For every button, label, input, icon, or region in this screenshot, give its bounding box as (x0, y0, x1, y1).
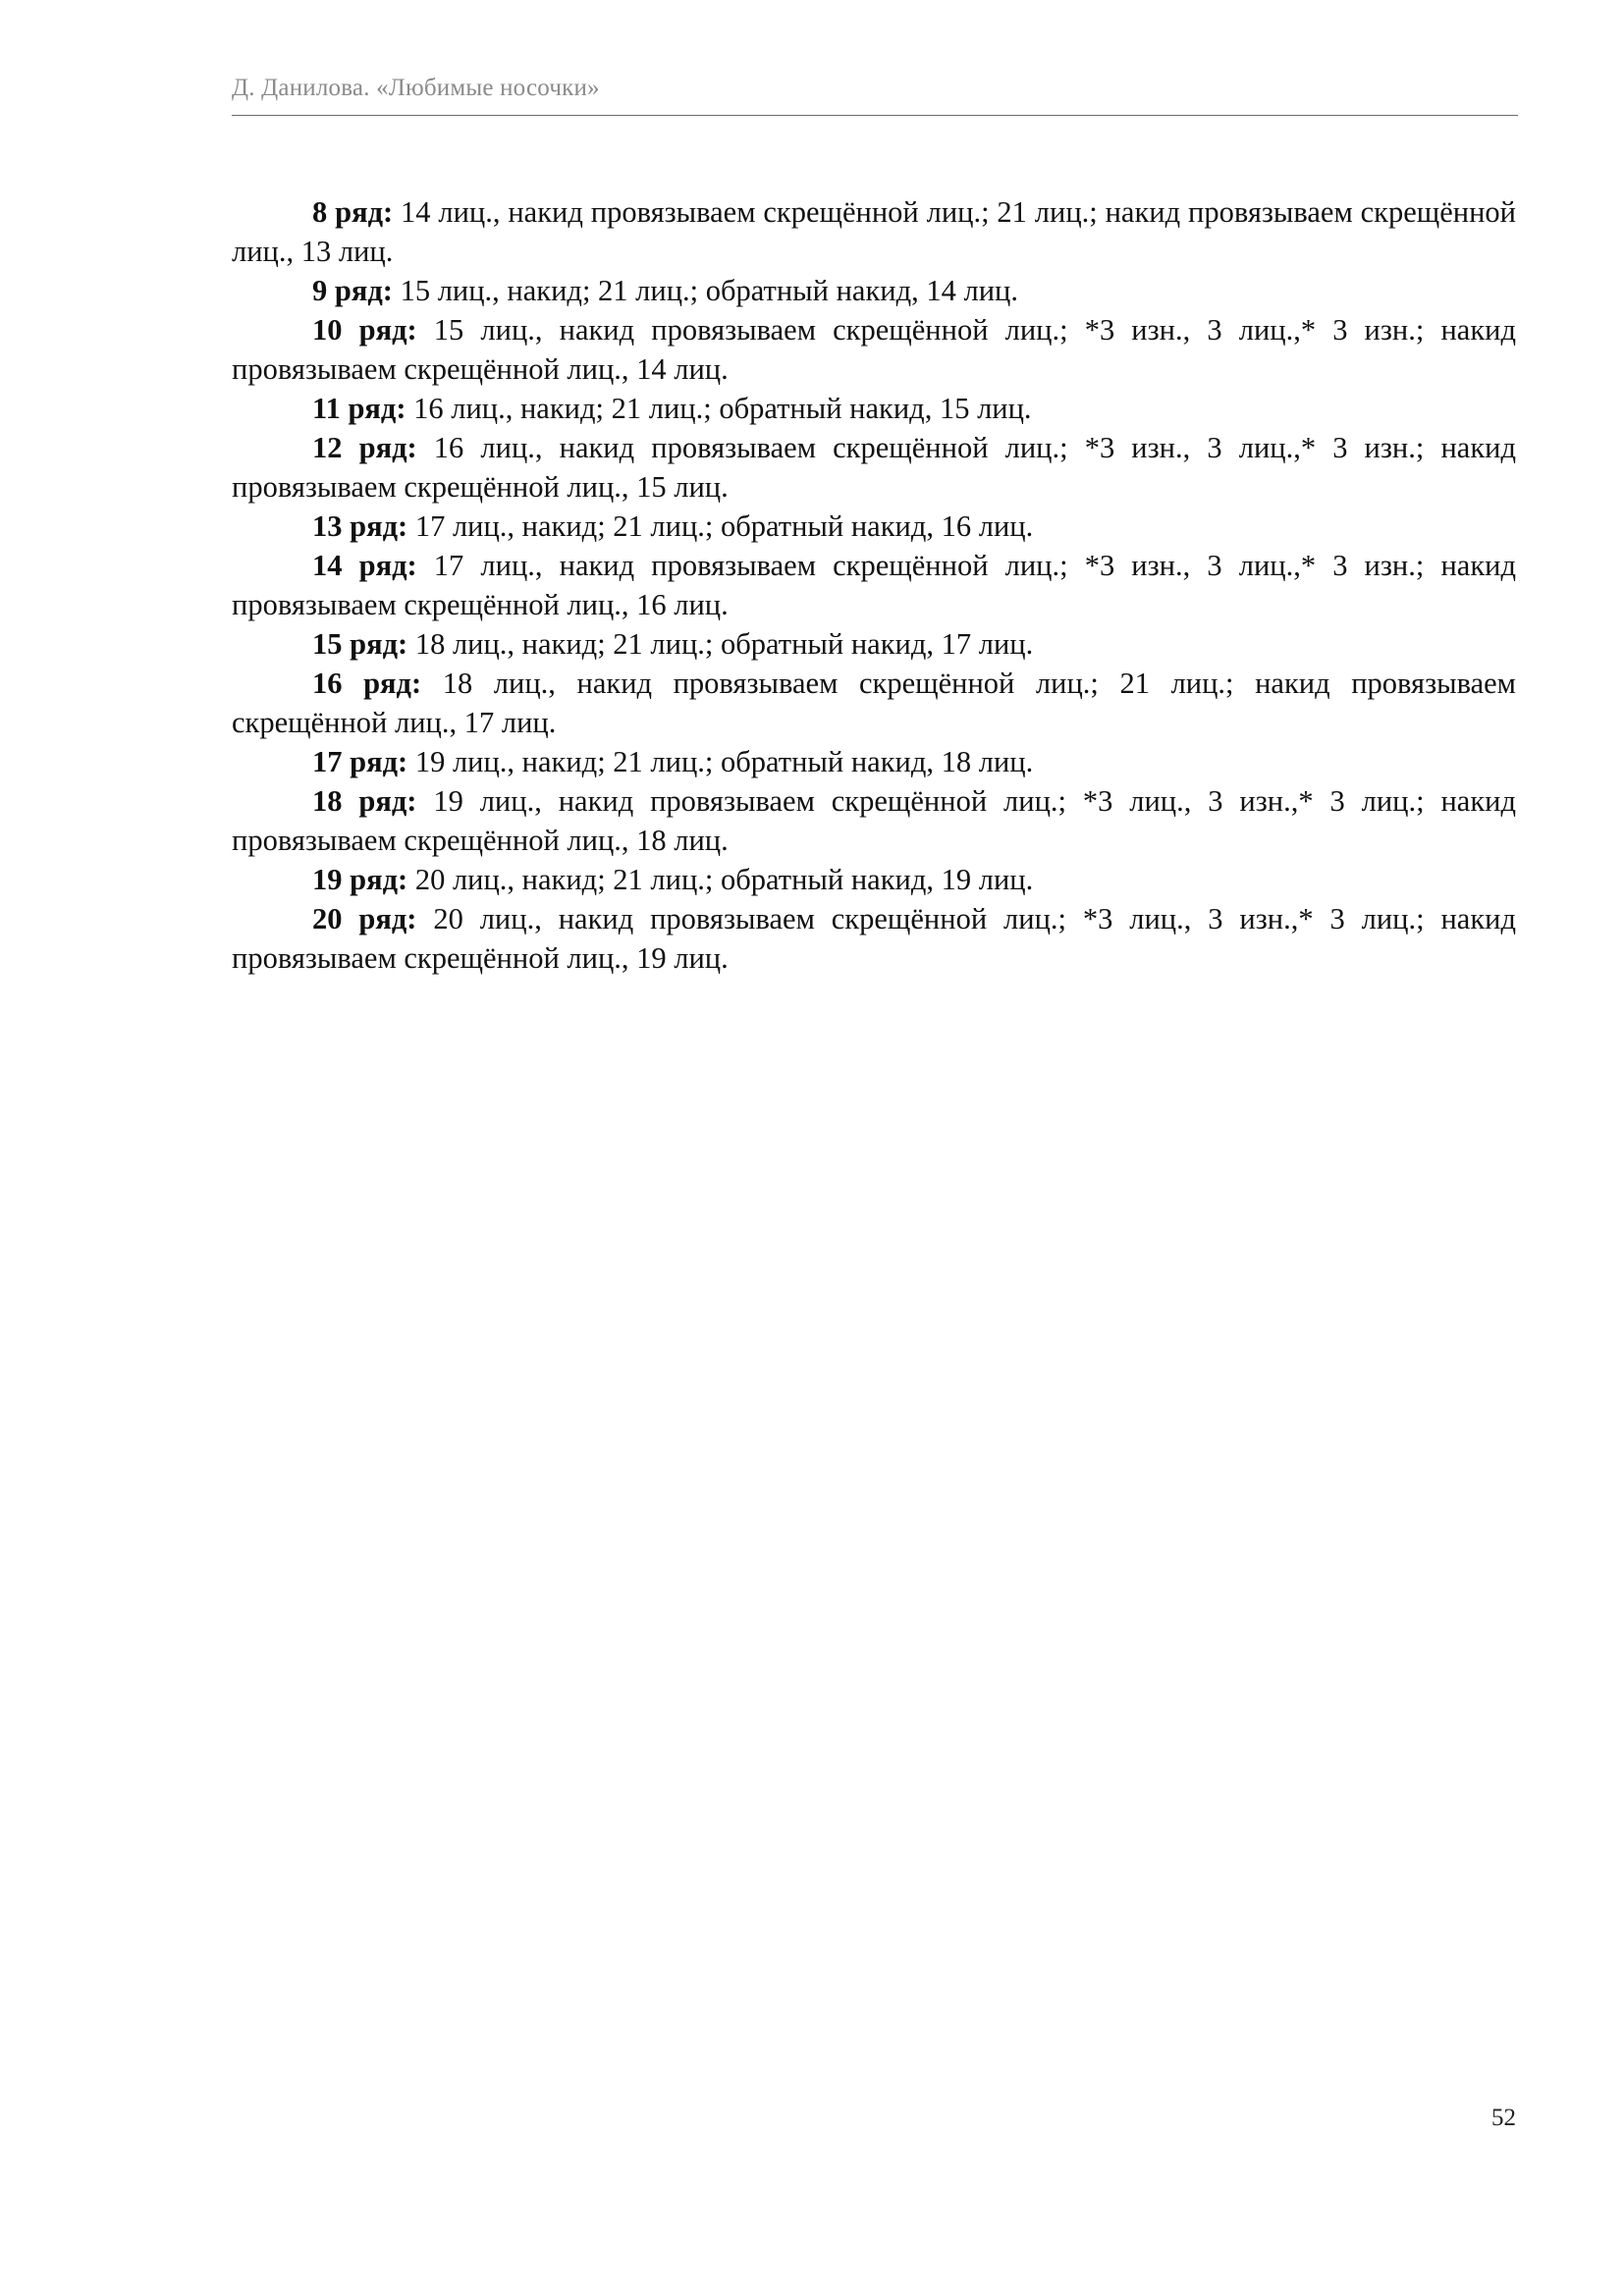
row-label: 9 ряд: (312, 274, 393, 307)
row-text: 20 лиц., накид; 21 лиц.; обратный накид, 19 лиц. (407, 863, 1034, 896)
row-19-paragraph (232, 860, 1516, 899)
row-18-paragraph (232, 781, 1516, 860)
row-15-paragraph (232, 624, 1516, 664)
row-13-paragraph (232, 507, 1516, 546)
pattern-instructions (232, 192, 1516, 978)
row-text: 16 лиц., накид; 21 лиц.; обратный накид, 15 лиц. (406, 392, 1032, 425)
row-text: 18 лиц., накид провязываем скрещённой лиц.; 21 лиц.; накид провязываем скрещённой лиц., 17 лиц. (232, 667, 1516, 739)
row-label: 20 ряд: (312, 902, 417, 935)
row-label: 18 ряд: (312, 784, 417, 818)
page-number: 52 (1491, 2105, 1516, 2131)
row-text: 15 лиц., накид провязываем скрещённой лиц.; *3 изн., 3 лиц.,* 3 изн.; накид провязываем скрещённой лиц., 14 лиц. (232, 313, 1516, 386)
row-label: 13 ряд: (312, 509, 408, 543)
row-text: 20 лиц., накид провязываем скрещённой лиц.; *3 лиц., 3 изн.,* 3 лиц.; накид провязываем скрещённой лиц., 19 лиц. (232, 902, 1516, 975)
row-17-paragraph (232, 742, 1516, 781)
row-text: 19 лиц., накид; 21 лиц.; обратный накид, 18 лиц. (407, 745, 1034, 778)
row-label: 15 ряд: (312, 627, 408, 661)
row-text: 14 лиц., накид провязываем скрещённой лиц.; 21 лиц.; накид провязываем скрещённой лиц., 13 лиц. (232, 195, 1516, 268)
row-text: 15 лиц., накид; 21 лиц.; обратный накид, 14 лиц. (392, 274, 1018, 307)
row-10-paragraph (232, 310, 1516, 389)
running-header: Д. Данилова. «Любимые носочки» (232, 75, 600, 101)
row-9-paragraph (232, 271, 1516, 310)
row-text: 17 лиц., накид; 21 лиц.; обратный накид, 16 лиц. (407, 509, 1034, 543)
row-text: 19 лиц., накид провязываем скрещённой лиц.; *3 лиц., 3 изн.,* 3 лиц.; накид провязываем скрещённой лиц., 18 лиц. (232, 784, 1516, 857)
row-16-paragraph (232, 664, 1516, 742)
row-text: 18 лиц., накид; 21 лиц.; обратный накид, 17 лиц. (407, 627, 1034, 661)
header-divider (232, 115, 1518, 116)
row-12-paragraph (232, 428, 1516, 507)
row-8-paragraph (232, 192, 1516, 271)
row-label: 10 ряд: (312, 313, 417, 347)
row-label: 17 ряд: (312, 745, 408, 778)
row-label: 14 ряд: (312, 549, 417, 582)
row-label: 16 ряд: (312, 667, 422, 700)
row-14-paragraph (232, 546, 1516, 624)
row-label: 19 ряд: (312, 863, 408, 896)
row-20-paragraph (232, 899, 1516, 978)
row-label: 11 ряд: (312, 392, 406, 425)
row-label: 12 ряд: (312, 431, 417, 464)
row-text: 17 лиц., накид провязываем скрещённой лиц.; *3 изн., 3 лиц.,* 3 изн.; накид провязываем скрещённой лиц., 16 лиц. (232, 549, 1516, 621)
row-label: 8 ряд: (312, 195, 394, 229)
row-11-paragraph (232, 389, 1516, 428)
row-text: 16 лиц., накид провязываем скрещённой лиц.; *3 изн., 3 лиц.,* 3 изн.; накид провязываем скрещённой лиц., 15 лиц. (232, 431, 1516, 504)
